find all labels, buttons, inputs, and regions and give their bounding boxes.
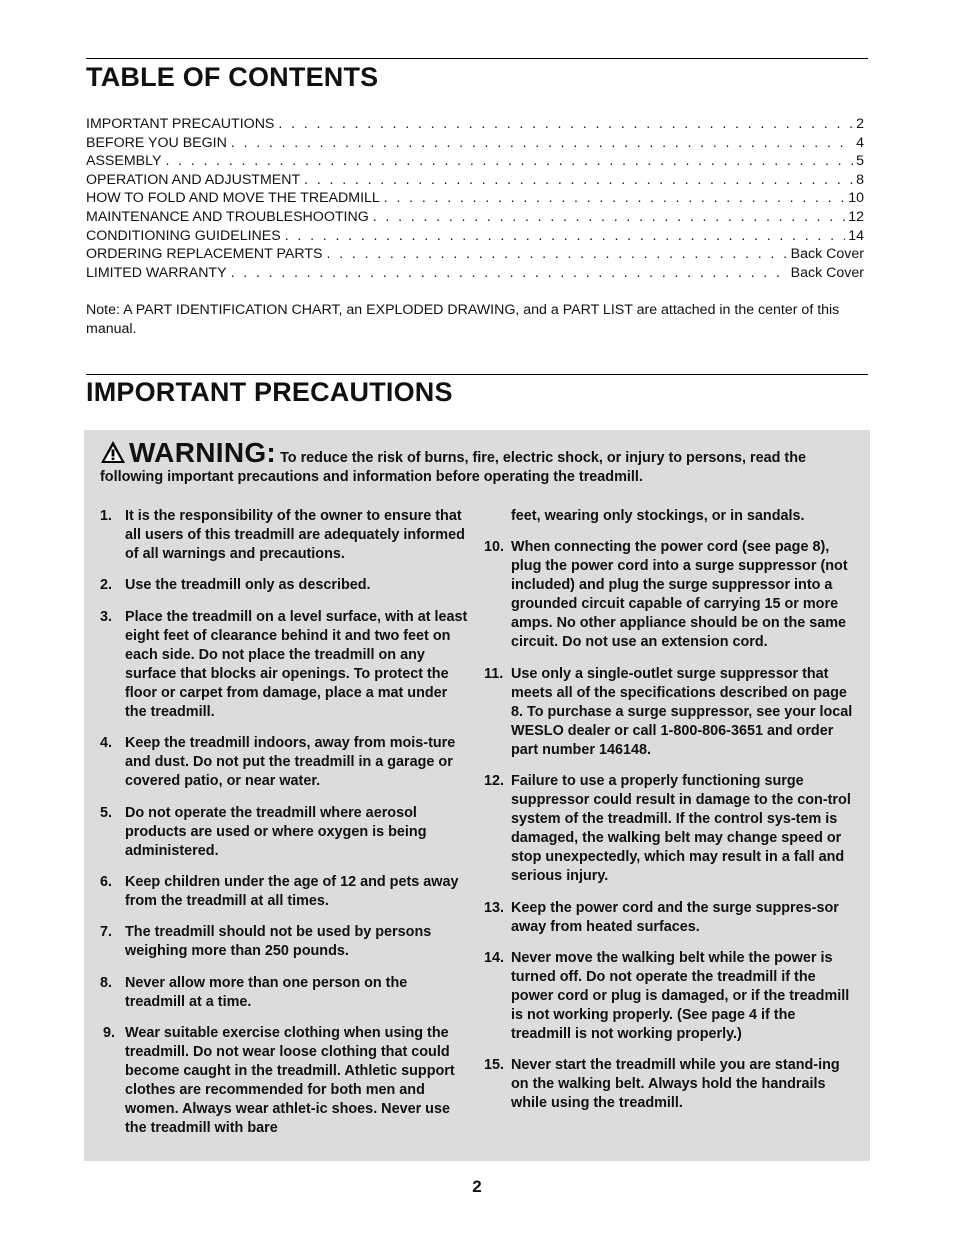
toc-leader — [373, 208, 845, 227]
toc-entry-title: MAINTENANCE AND TROUBLESHOOTING — [86, 208, 369, 225]
toc-entry[interactable] — [86, 208, 864, 227]
item-text: When connecting the power cord (see page 8), plug the power cord into a surge suppressor (not included) and plug the surge suppressor into a grounded circuit capable of carrying 15 or more amps. No other appliance should be on the same circuit. Do not use an extension cord. — [511, 539, 848, 651]
item-text: Use the treadmill only as described. — [125, 577, 371, 594]
item-text: Never allow more than one person on the treadmill at a time. — [125, 974, 408, 1010]
warning-text: To reduce the risk of burns, fire, electric shock, or injury to persons, read the following important precautions and information before operating the treadmill. — [100, 450, 806, 485]
item-text: Do not operate the treadmill where aerosol products are used or where oxygen is being administered. — [125, 804, 427, 859]
item-text: The treadmill should not be used by persons weighing more than 250 pounds. — [125, 924, 432, 960]
precautions-right-column — [484, 507, 856, 1126]
item-number: 10. — [484, 539, 505, 556]
toc-heading: TABLE OF CONTENTS — [86, 62, 379, 92]
toc-entry[interactable] — [86, 227, 864, 246]
toc-entry-title: BEFORE YOU BEGIN — [86, 134, 227, 151]
item-text: feet, wearing only stockings, or in sandals. — [511, 508, 805, 524]
toc-entry-title: ORDERING REPLACEMENT PARTS — [86, 246, 323, 263]
precaution-item — [484, 538, 856, 652]
item-number: 8. — [100, 974, 113, 991]
toc-leader — [384, 189, 845, 208]
toc-entry-page: 4 — [856, 134, 864, 151]
item-number: 12. — [484, 773, 505, 790]
warning-box — [84, 430, 870, 1161]
precaution-item — [98, 1024, 468, 1138]
toc-leader — [304, 171, 853, 190]
item-text: Never move the walking belt while the power is turned off. Do not operate the treadmill if the power cord or plug is damaged, or if the treadmill is not working properly. (See page 4 if the treadmill is not working properly.) — [511, 949, 850, 1042]
toc-entry-page: Back Cover — [790, 264, 864, 281]
toc-entry[interactable] — [86, 152, 864, 171]
precaution-item — [484, 949, 856, 1044]
toc-entry-page: 8 — [856, 171, 864, 188]
item-number: 2. — [100, 577, 113, 594]
toc-entry-page: 14 — [848, 227, 864, 244]
toc-entry-page: 5 — [856, 153, 864, 170]
warning-word: WARNING: — [129, 437, 277, 468]
toc-entry-title: CONDITIONING GUIDELINES — [86, 227, 281, 244]
toc-top-rule — [86, 58, 868, 59]
toc-entry-page: Back Cover — [790, 246, 864, 263]
item-text: It is the responsibility of the owner to ensure that all users of this treadmill are adequately informed of all warnings and precautions. — [125, 508, 465, 562]
precaution-item — [484, 899, 856, 937]
item-number: 9. — [103, 1025, 116, 1042]
toc-entry[interactable] — [86, 171, 864, 190]
precaution-item-continued — [484, 507, 856, 526]
toc-leader — [231, 134, 853, 153]
precaution-item — [484, 772, 856, 886]
toc-entry-title: ASSEMBLY — [86, 153, 162, 170]
page-number: 2 — [472, 1177, 482, 1196]
toc-entry[interactable] — [86, 264, 864, 283]
item-number: 3. — [100, 608, 113, 625]
precaution-item — [98, 507, 468, 564]
precaution-item — [484, 1056, 856, 1113]
item-text: Never start the treadmill while you are stand-ing on the walking belt. Always hold the handrails while using the treadmill. — [511, 1057, 840, 1112]
toc-leader — [165, 152, 853, 171]
warning-header — [100, 437, 845, 487]
toc-entry[interactable] — [86, 245, 864, 264]
toc-entry-title: IMPORTANT PRECAUTIONS — [86, 116, 275, 132]
item-text: Keep children under the age of 12 and pets away from the treadmill at all times. — [125, 873, 459, 909]
precaution-item — [98, 804, 468, 861]
toc-entry[interactable] — [86, 134, 864, 153]
precaution-item — [98, 873, 468, 911]
item-number: 13. — [484, 899, 505, 916]
toc-entry[interactable] — [86, 189, 864, 208]
toc-note: Note: A PART IDENTIFICATION CHART, an EXPLODED DRAWING, and a PART LIST are attached in the center of this manual. — [86, 302, 840, 337]
item-text: Place the treadmill on a level surface, with at least eight feet of clearance behind it and two feet on each side. Do not place the treadmill on any surface that blocks air openings. To protect the floor or carpet from damage, place a mat under the treadmill. — [125, 608, 468, 720]
precaution-item — [98, 974, 468, 1012]
toc-entry-page: 10 — [848, 190, 864, 207]
toc-list — [86, 115, 864, 282]
precautions-left-column — [98, 507, 468, 1151]
item-number: 1. — [100, 508, 113, 524]
precaution-item — [98, 734, 468, 791]
toc-entry[interactable] — [86, 115, 864, 134]
item-number: 15. — [484, 1057, 505, 1074]
item-number: 6. — [100, 873, 113, 890]
toc-leader — [327, 245, 788, 264]
precautions-top-rule — [86, 374, 868, 375]
item-number: 4. — [100, 735, 113, 752]
toc-leader — [285, 227, 846, 246]
item-number: 5. — [100, 804, 113, 821]
toc-leader — [278, 115, 853, 134]
item-number: 7. — [100, 924, 113, 941]
toc-entry-title: OPERATION AND ADJUSTMENT — [86, 171, 301, 188]
item-text: Wear suitable exercise clothing when using the treadmill. Do not wear loose clothing that could become caught in the treadmill. Athletic support clothes are recommended for both men and women. Always wear athlet-ic shoes. Never use the treadmill with bare — [125, 1025, 455, 1137]
item-text: Failure to use a properly functioning surge suppressor could result in damage to the con-trol system of the treadmill. If the control sys-tem is damaged, the walking belt may change speed or stop unexpectedly, which may result in a fall and serious injury. — [511, 773, 851, 885]
toc-entry-title: LIMITED WARRANTY — [86, 264, 227, 281]
precaution-item — [98, 923, 468, 961]
precaution-item — [484, 665, 856, 760]
item-text: Use only a single-outlet surge suppressor that meets all of the specifications described on page 8. To purchase a surge suppressor, see your local WESLO dealer or call 1-800-806-3651 and order part number 146148. — [511, 665, 853, 758]
toc-leader — [231, 264, 788, 283]
item-text: Keep the treadmill indoors, away from mois-ture and dust. Do not put the treadmill in a garage or covered patio, or near water. — [125, 735, 456, 790]
warning-triangle-icon — [100, 440, 126, 464]
item-text: Keep the power cord and the surge suppres-sor away from heated surfaces. — [511, 899, 839, 935]
item-number: 14. — [484, 949, 505, 966]
toc-entry-page: 12 — [848, 208, 864, 225]
precaution-item — [98, 576, 468, 595]
toc-entry-page: 2 — [856, 116, 864, 132]
precautions-heading: IMPORTANT PRECAUTIONS — [86, 377, 453, 407]
item-number: 11. — [484, 665, 504, 682]
toc-entry-title: HOW TO FOLD AND MOVE THE TREADMILL — [86, 190, 380, 207]
precaution-item — [98, 608, 468, 722]
